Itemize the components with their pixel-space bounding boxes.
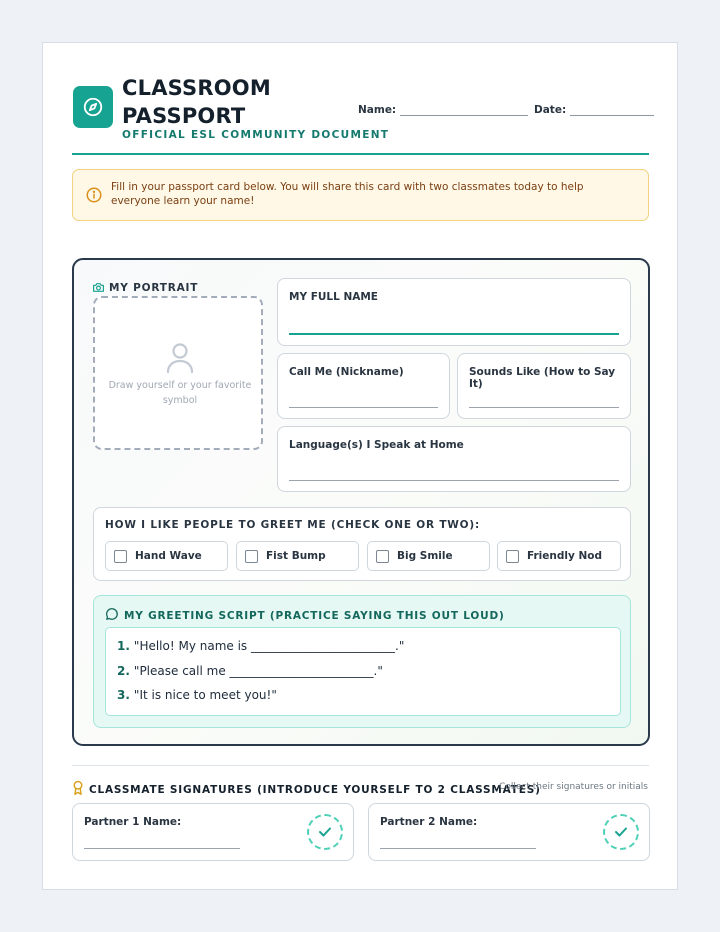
option-big-smile[interactable] <box>367 541 490 571</box>
check-icon <box>307 814 343 850</box>
option-label: Big Smile <box>397 550 453 562</box>
date-line[interactable] <box>570 101 654 116</box>
option-label: Friendly Nod <box>527 550 603 562</box>
header-divider <box>72 153 649 155</box>
checkbox[interactable] <box>376 550 389 563</box>
compass-icon <box>73 86 113 128</box>
partner-1-line <box>84 848 240 849</box>
sounds-like-label: Sounds Like (How to Say It) <box>469 366 616 390</box>
name-label: Name: <box>358 104 397 116</box>
line-number: 3. <box>117 688 130 702</box>
script-line <box>117 664 383 678</box>
languages-label: Language(s) I Speak at Home <box>289 439 464 451</box>
sounds-like-line <box>469 407 619 408</box>
signatures-divider <box>72 765 649 766</box>
notice-text: Fill in your passport card below. You will share this card with two classmates today to help everyone learn your name! <box>111 181 584 207</box>
line-text: "Hello! My name is ________________________." <box>133 639 405 653</box>
date-label: Date: <box>534 104 567 116</box>
full-name-label: MY FULL NAME <box>289 291 378 303</box>
passport-page <box>42 42 678 890</box>
greeting-label: HOW I LIKE PEOPLE TO GREET ME (CHECK ONE OR TWO): <box>105 519 481 531</box>
name-field[interactable] <box>358 101 528 116</box>
full-name-line <box>289 333 619 335</box>
option-label: Hand Wave <box>135 550 202 562</box>
portrait-drawing-area[interactable] <box>93 296 263 450</box>
signatures-note: Collect their signatures or initials <box>499 782 648 792</box>
partner-1-signature[interactable] <box>72 803 354 861</box>
option-label: Fist Bump <box>266 550 326 562</box>
portrait-label-text: MY PORTRAIT <box>109 281 199 294</box>
line-number: 1. <box>117 639 130 653</box>
greeting-preferences <box>93 507 631 581</box>
script-header <box>105 606 505 625</box>
speech-bubble-icon <box>105 606 119 625</box>
script-line <box>117 688 277 702</box>
nickname-field[interactable] <box>277 353 450 419</box>
check-icon <box>603 814 639 850</box>
line-text: "It is nice to meet you!" <box>133 688 277 702</box>
signatures-header <box>72 780 541 799</box>
partner-2-signature[interactable] <box>368 803 650 861</box>
greeting-script <box>93 595 631 728</box>
date-field[interactable] <box>534 101 654 116</box>
checkbox[interactable] <box>114 550 127 563</box>
nickname-line <box>289 407 438 408</box>
page-subtitle: OFFICIAL ESL COMMUNITY DOCUMENT <box>122 129 390 141</box>
partner-2-line <box>380 848 536 849</box>
signatures-label: CLASSMATE SIGNATURES (INTRODUCE YOURSELF TO 2 CLASSMATES) <box>89 783 541 796</box>
full-name-field[interactable] <box>277 278 631 346</box>
sounds-like-field[interactable] <box>457 353 631 419</box>
script-label: MY GREETING SCRIPT (PRACTICE SAYING THIS OUT LOUD) <box>124 609 505 622</box>
languages-field[interactable] <box>277 426 631 492</box>
languages-line <box>289 480 619 481</box>
option-friendly-nod[interactable] <box>497 541 621 571</box>
option-fist-bump[interactable] <box>236 541 359 571</box>
name-line[interactable] <box>400 101 528 116</box>
checkbox[interactable] <box>245 550 258 563</box>
script-line <box>117 639 404 653</box>
script-lines <box>105 627 621 716</box>
page-title: CLASSROOM PASSPORT <box>122 76 271 128</box>
info-icon <box>85 186 103 208</box>
line-text: "Please call me ________________________." <box>133 664 383 678</box>
partner-2-label: Partner 2 Name: <box>380 816 478 828</box>
partner-1-label: Partner 1 Name: <box>84 816 182 828</box>
line-number: 2. <box>117 664 130 678</box>
camera-icon <box>92 278 109 297</box>
award-icon <box>72 780 84 799</box>
nickname-label: Call Me (Nickname) <box>289 366 404 378</box>
checkbox[interactable] <box>506 550 519 563</box>
option-hand-wave[interactable] <box>105 541 228 571</box>
instruction-notice <box>72 169 649 221</box>
passport-card <box>72 258 650 746</box>
portrait-label <box>92 278 198 297</box>
person-icon <box>165 342 195 378</box>
portrait-placeholder: Draw yourself or your favorite symbol <box>108 380 252 406</box>
